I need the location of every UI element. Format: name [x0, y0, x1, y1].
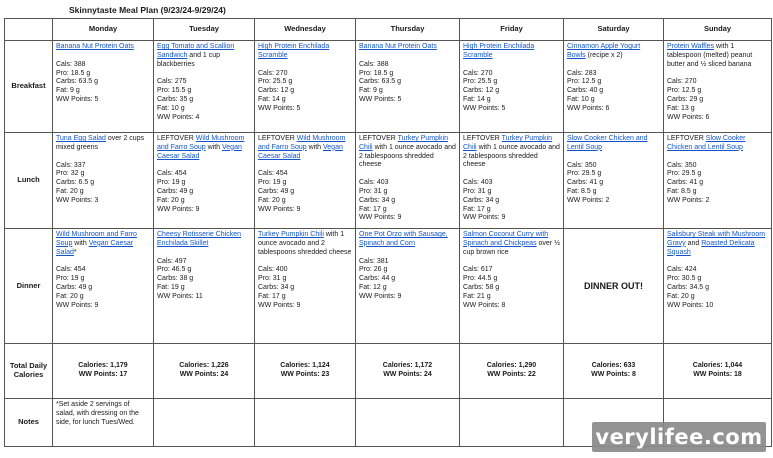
fat-value: Fat: 8.5 g — [667, 187, 697, 195]
daily-total-cell — [255, 344, 356, 399]
protein-value: Pro: 29.5 g — [667, 170, 702, 178]
meal-text-extra: * — [73, 248, 77, 256]
carbs-value: Carbs: 12 g — [258, 87, 295, 95]
carbs-value: Carbs: 29 g — [667, 95, 704, 103]
calories-value: Cals: 337 — [56, 161, 86, 169]
breakfast-cell — [564, 41, 664, 133]
daily-total-cell — [564, 344, 664, 399]
meal-plan-table — [4, 18, 772, 447]
protein-value: Pro: 29.5 g — [567, 170, 602, 178]
note-cell — [460, 399, 564, 447]
carbs-value: Carbs: 34 g — [463, 196, 500, 204]
carbs-value: Carbs: 49 g — [56, 283, 93, 291]
nutrition-facts — [56, 266, 150, 310]
ww-points-value: WW Points: 6 — [667, 113, 710, 121]
row-label-lunch: Lunch — [5, 133, 53, 229]
recipe-link[interactable]: Salisbury Steak with Mushroom Gravy — [667, 231, 766, 247]
ww-points-value: WW Points: 9 — [258, 205, 301, 213]
ww-points-value: WW Points: 8 — [463, 301, 506, 309]
recipe-link-secondary[interactable]: Vegan Caesar Salad — [56, 239, 134, 256]
meal-description — [157, 231, 251, 249]
nutrition-facts — [258, 170, 352, 214]
meal-description — [463, 231, 560, 257]
recipe-link[interactable]: Wild Mushroom and Farro Soup — [56, 231, 137, 247]
carbs-value: Carbs: 34.5 g — [667, 283, 710, 291]
protein-value: Pro: 18.5 g — [56, 69, 91, 77]
meal-description — [56, 231, 150, 257]
protein-value: Pro: 19 g — [56, 275, 85, 283]
recipe-link-secondary[interactable]: Roasted Delicata Squash — [667, 239, 755, 256]
total-calories: Calories: 1,226 — [179, 362, 229, 370]
meal-description — [463, 135, 560, 170]
ww-points-value: WW Points: 6 — [567, 104, 610, 112]
dinner-cell — [53, 229, 154, 344]
recipe-link[interactable]: Turkey Pumpkin Chili — [359, 135, 448, 151]
fat-value: Fat: 10 g — [157, 104, 185, 112]
nutrition-facts — [359, 61, 456, 105]
recipe-link[interactable]: Turkey Pumpkin Chili — [258, 231, 324, 238]
carbs-value: Carbs: 34 g — [258, 283, 295, 291]
protein-value: Pro: 30.5 g — [667, 275, 702, 283]
meal-description — [567, 43, 660, 61]
calories-value: Cals: 350 — [667, 161, 697, 169]
fat-value: Fat: 20 g — [667, 292, 695, 300]
ww-points-value: WW Points: 9 — [258, 301, 301, 309]
recipe-link[interactable]: Banana Nut Protein Oats — [359, 43, 437, 50]
nutrition-facts — [258, 70, 352, 114]
carbs-value: Carbs: 38 g — [157, 275, 194, 283]
calories-value: Cals: 403 — [463, 179, 493, 187]
fat-value: Fat: 20 g — [56, 292, 84, 300]
meal-description — [359, 43, 456, 52]
nutrition-facts — [667, 78, 768, 122]
day-header-row — [5, 19, 772, 41]
fat-value: Fat: 21 g — [463, 292, 491, 300]
meal-description — [258, 135, 352, 161]
note-cell — [53, 399, 154, 447]
dinner-cell — [154, 229, 255, 344]
protein-value: Pro: 12.5 g — [667, 87, 702, 95]
fat-value: Fat: 20 g — [258, 196, 286, 204]
meal-text: over ½ cup brown rice — [463, 239, 560, 256]
calories-value: Cals: 381 — [359, 257, 389, 265]
nutrition-facts — [567, 70, 660, 114]
day-header-tuesday: Tuesday — [154, 19, 255, 41]
lunch-cell — [255, 133, 356, 229]
breakfast-cell — [154, 41, 255, 133]
lunch-row — [5, 133, 772, 229]
fat-value: Fat: 10 g — [567, 95, 595, 103]
meal-text: and — [685, 239, 702, 247]
meal-description — [463, 43, 560, 61]
meal-description — [157, 43, 251, 69]
calories-value: Cals: 454 — [157, 170, 187, 178]
total-ww-points: WW Points: 24 — [179, 371, 229, 378]
total-calories: Calories: 633 — [591, 362, 636, 370]
meal-text-extra: and 1 cup blackberries — [157, 51, 221, 68]
daily-total-cell — [460, 344, 564, 399]
protein-value: Pro: 15.5 g — [157, 87, 192, 95]
carbs-value: Carbs: 63.5 g — [359, 78, 402, 86]
nutrition-facts — [56, 61, 150, 105]
lunch-cell — [154, 133, 255, 229]
meal-text: with 1 ounce avocado and 2 tablespoons shredded cheese — [463, 143, 560, 169]
leftover-label: LEFTOVER — [667, 135, 706, 142]
meal-text: with — [205, 143, 222, 151]
fat-value: Fat: 17 g — [463, 205, 491, 213]
fat-value: Fat: 20 g — [157, 196, 185, 204]
calories-value: Cals: 275 — [157, 78, 187, 86]
ww-points-value: WW Points: 5 — [258, 104, 301, 112]
ww-points-value: WW Points: 9 — [56, 301, 99, 309]
calories-value: Cals: 424 — [667, 266, 697, 274]
recipe-link[interactable]: Banana Nut Protein Oats — [56, 43, 134, 50]
ww-points-value: WW Points: 11 — [157, 292, 203, 300]
page-title: Skinnytaste Meal Plan (9/23/24-9/29/24) — [69, 5, 226, 15]
nutrition-facts — [157, 78, 251, 122]
recipe-link[interactable]: Tuna Egg Salad — [56, 135, 106, 142]
protein-value: Pro: 25.5 g — [463, 78, 498, 86]
recipe-link[interactable]: Egg Tomato and Scallion Sandwich — [157, 43, 235, 59]
fat-value: Fat: 13 g — [667, 104, 695, 112]
meal-description — [667, 43, 768, 69]
calories-value: Cals: 454 — [56, 266, 86, 274]
note-text: *Set aside 2 servings of salad, with dressing on the side, for lunch Tues/Wed. — [56, 401, 139, 426]
protein-value: Pro: 44.5 g — [463, 275, 498, 283]
nutrition-facts — [157, 170, 251, 214]
protein-value: Pro: 18.5 g — [359, 69, 394, 77]
dinner-cell — [460, 229, 564, 344]
meal-description — [258, 43, 352, 61]
protein-value: Pro: 26 g — [359, 266, 388, 274]
watermark-text: verylifee.com — [595, 425, 763, 449]
nutrition-facts — [157, 258, 251, 302]
carbs-value: Carbs: 58 g — [463, 283, 500, 291]
breakfast-cell — [460, 41, 564, 133]
dinner-cell — [356, 229, 460, 344]
fat-value: Fat: 17 g — [258, 292, 286, 300]
protein-value: Pro: 12.5 g — [567, 78, 602, 86]
total-calories: Calories: 1,044 — [692, 362, 743, 370]
calories-value: Cals: 270 — [667, 78, 697, 86]
recipe-link[interactable]: High Protein Enchilada Scramble — [258, 43, 330, 59]
protein-value: Pro: 46.5 g — [157, 266, 192, 274]
calories-value: Cals: 388 — [359, 60, 389, 68]
lunch-cell — [564, 133, 664, 229]
ww-points-value: WW Points: 3 — [56, 196, 99, 204]
breakfast-row — [5, 41, 772, 133]
total-ww-points: WW Points: 18 — [693, 371, 742, 378]
protein-value: Pro: 31 g — [359, 187, 388, 195]
note-cell — [356, 399, 460, 447]
lunch-cell — [664, 133, 772, 229]
calories-value: Cals: 400 — [258, 266, 288, 274]
carbs-value: Carbs: 49 g — [157, 187, 194, 195]
ww-points-value: WW Points: 9 — [359, 214, 402, 222]
ww-points-value: WW Points: 9 — [463, 214, 506, 222]
calories-value: Cals: 270 — [463, 69, 493, 77]
calories-value: Cals: 350 — [567, 161, 597, 169]
ww-points-value: WW Points: 4 — [157, 113, 200, 121]
lunch-cell — [356, 133, 460, 229]
breakfast-cell — [53, 41, 154, 133]
fat-value: Fat: 19 g — [157, 283, 185, 291]
carbs-value: Carbs: 41 g — [667, 179, 704, 187]
meal-description — [667, 231, 768, 257]
day-header-monday: Monday — [53, 19, 154, 41]
ww-points-value: WW Points: 2 — [567, 196, 610, 204]
leftover-label: LEFTOVER — [359, 135, 398, 142]
meal-text: with — [72, 239, 89, 247]
breakfast-cell — [664, 41, 772, 133]
daily-total-cell — [664, 344, 772, 399]
meal-description — [359, 231, 456, 249]
carbs-value: Carbs: 41 g — [567, 179, 604, 187]
leftover-label: LEFTOVER — [157, 135, 196, 142]
total-ww-points: WW Points: 8 — [591, 371, 636, 378]
recipe-link[interactable]: Wild Mushroom and Farro Soup — [258, 135, 346, 151]
meal-text: over 2 cups mixed greens — [56, 135, 145, 151]
recipe-link-secondary[interactable]: Vegan Caesar Salad — [258, 143, 343, 160]
recipe-link[interactable]: Cinnamon Apple Yogurt Bowls — [567, 43, 641, 59]
carbs-value: Carbs: 34 g — [359, 196, 396, 204]
carbs-value: Carbs: 49 g — [258, 187, 295, 195]
carbs-value: Carbs: 12 g — [463, 87, 500, 95]
carbs-value: Carbs: 40 g — [567, 87, 604, 95]
daily-total-cell — [53, 344, 154, 399]
ww-points-value: WW Points: 5 — [56, 95, 99, 103]
protein-value: Pro: 31 g — [463, 187, 492, 195]
nutrition-facts — [359, 179, 456, 223]
nutrition-facts — [667, 162, 768, 206]
calories-value: Cals: 283 — [567, 69, 597, 77]
fat-value: Fat: 12 g — [359, 283, 387, 291]
note-cell — [154, 399, 255, 447]
breakfast-cell — [255, 41, 356, 133]
fat-value: Fat: 14 g — [463, 95, 491, 103]
protein-value: Pro: 25.5 g — [258, 78, 293, 86]
lunch-cell — [460, 133, 564, 229]
dinner-cell — [664, 229, 772, 344]
nutrition-facts — [258, 266, 352, 310]
total-ww-points: WW Points: 22 — [487, 371, 536, 378]
recipe-link-secondary[interactable]: Vegan Caesar Salad — [157, 143, 242, 160]
dinner-cell — [255, 229, 356, 344]
row-label-dinner: Dinner — [5, 229, 53, 344]
day-header-wednesday: Wednesday — [255, 19, 356, 41]
ww-points-value: WW Points: 5 — [359, 95, 402, 103]
daily-total-cell — [154, 344, 255, 399]
breakfast-cell — [356, 41, 460, 133]
calories-value: Cals: 270 — [258, 69, 288, 77]
note-cell — [255, 399, 356, 447]
total-calories: Calories: 1,172 — [382, 362, 433, 370]
calories-value: Cals: 454 — [258, 170, 288, 178]
dinner-out-label: DINNER OUT! — [584, 280, 643, 291]
recipe-link[interactable]: Cheesy Rotisserie Chicken Enchilada Skillet — [157, 231, 242, 247]
carbs-value: Carbs: 35 g — [157, 95, 194, 103]
protein-value: Pro: 31 g — [258, 275, 287, 283]
meal-text: with 1 ounce avocado and 2 tablespoons shredded cheese — [359, 143, 456, 169]
row-label-notes: Notes — [5, 399, 53, 447]
nutrition-facts — [463, 70, 560, 114]
recipe-link[interactable]: High Protein Enchilada Scramble — [463, 43, 535, 59]
nutrition-facts — [463, 179, 560, 223]
totals-row — [5, 344, 772, 399]
recipe-link[interactable]: One Pot Orzo with Sausage, Spinach and Corn — [359, 231, 448, 247]
fat-value: Fat: 8.5 g — [567, 187, 597, 195]
meal-description — [157, 135, 251, 161]
meal-description — [258, 231, 352, 257]
row-label-breakfast: Breakfast — [5, 41, 53, 133]
carbs-value: Carbs: 63.5 g — [56, 78, 99, 86]
calories-value: Cals: 497 — [157, 257, 187, 265]
ww-points-value: WW Points: 9 — [359, 292, 402, 300]
protein-value: Pro: 19 g — [157, 179, 186, 187]
fat-value: Fat: 14 g — [258, 95, 286, 103]
recipe-link[interactable]: Wild Mushroom and Farro Soup — [157, 135, 245, 151]
meal-description — [56, 43, 150, 52]
daily-total-cell — [356, 344, 460, 399]
carbs-value: Carbs: 44 g — [359, 275, 396, 283]
corner-cell — [5, 19, 53, 41]
meal-text-extra: with 1 tablespoon (melted) peanut butter and ½ sliced banana — [667, 43, 753, 68]
row-label-total: Total Daily Calories — [5, 344, 53, 399]
fat-value: Fat: 17 g — [359, 205, 387, 213]
recipe-link[interactable]: Slow Cooker Chicken and Lentil Soup — [667, 135, 746, 151]
nutrition-facts — [667, 266, 768, 310]
ww-points-value: WW Points: 5 — [463, 104, 506, 112]
protein-value: Pro: 19 g — [258, 179, 287, 187]
total-ww-points: WW Points: 24 — [383, 371, 432, 378]
meal-description — [567, 135, 660, 153]
total-calories: Calories: 1,179 — [78, 362, 128, 370]
leftover-label: LEFTOVER — [463, 135, 502, 142]
ww-points-value: WW Points: 9 — [157, 205, 200, 213]
dinner-row — [5, 229, 772, 344]
nutrition-facts — [359, 258, 456, 302]
nutrition-facts — [56, 162, 150, 206]
meal-text-extra: (recipe x 2) — [585, 51, 623, 59]
protein-value: Pro: 32 g — [56, 170, 85, 178]
meal-text: with — [306, 143, 323, 151]
meal-text: with 1 ounce avocado and 2 tablespoons shredded cheese — [258, 231, 352, 256]
nutrition-facts — [463, 266, 560, 310]
recipe-link[interactable]: Protein Waffles — [667, 43, 715, 50]
nutrition-facts — [567, 162, 660, 206]
day-header-saturday: Saturday — [564, 19, 664, 41]
total-calories: Calories: 1,124 — [280, 362, 330, 370]
meal-description — [359, 135, 456, 170]
ww-points-value: WW Points: 2 — [667, 196, 710, 204]
lunch-cell — [53, 133, 154, 229]
leftover-label: LEFTOVER — [258, 135, 297, 142]
recipe-link[interactable]: Slow Cooker Chicken and Lentil Soup — [567, 135, 648, 151]
watermark-logo — [592, 422, 766, 452]
total-calories: Calories: 1,290 — [486, 362, 537, 370]
total-ww-points: WW Points: 17 — [78, 371, 128, 378]
recipe-link[interactable]: Turkey Pumpkin Chili — [463, 135, 552, 151]
dinner-cell — [564, 229, 664, 344]
recipe-link[interactable]: Salmon Coconut Curry with Spinach and Chickpeas — [463, 231, 549, 247]
meal-description — [667, 135, 768, 153]
fat-value: Fat: 20 g — [56, 187, 84, 195]
ww-points-value: WW Points: 10 — [667, 301, 714, 309]
day-header-friday: Friday — [460, 19, 564, 41]
day-header-thursday: Thursday — [356, 19, 460, 41]
total-ww-points: WW Points: 23 — [280, 371, 330, 378]
calories-value: Cals: 617 — [463, 266, 493, 274]
carbs-value: Carbs: 6.5 g — [56, 179, 95, 187]
fat-value: Fat: 9 g — [359, 87, 383, 95]
calories-value: Cals: 403 — [359, 179, 389, 187]
fat-value: Fat: 9 g — [56, 87, 80, 95]
day-header-sunday: Sunday — [664, 19, 772, 41]
calories-value: Cals: 388 — [56, 60, 86, 68]
meal-description — [56, 135, 150, 153]
